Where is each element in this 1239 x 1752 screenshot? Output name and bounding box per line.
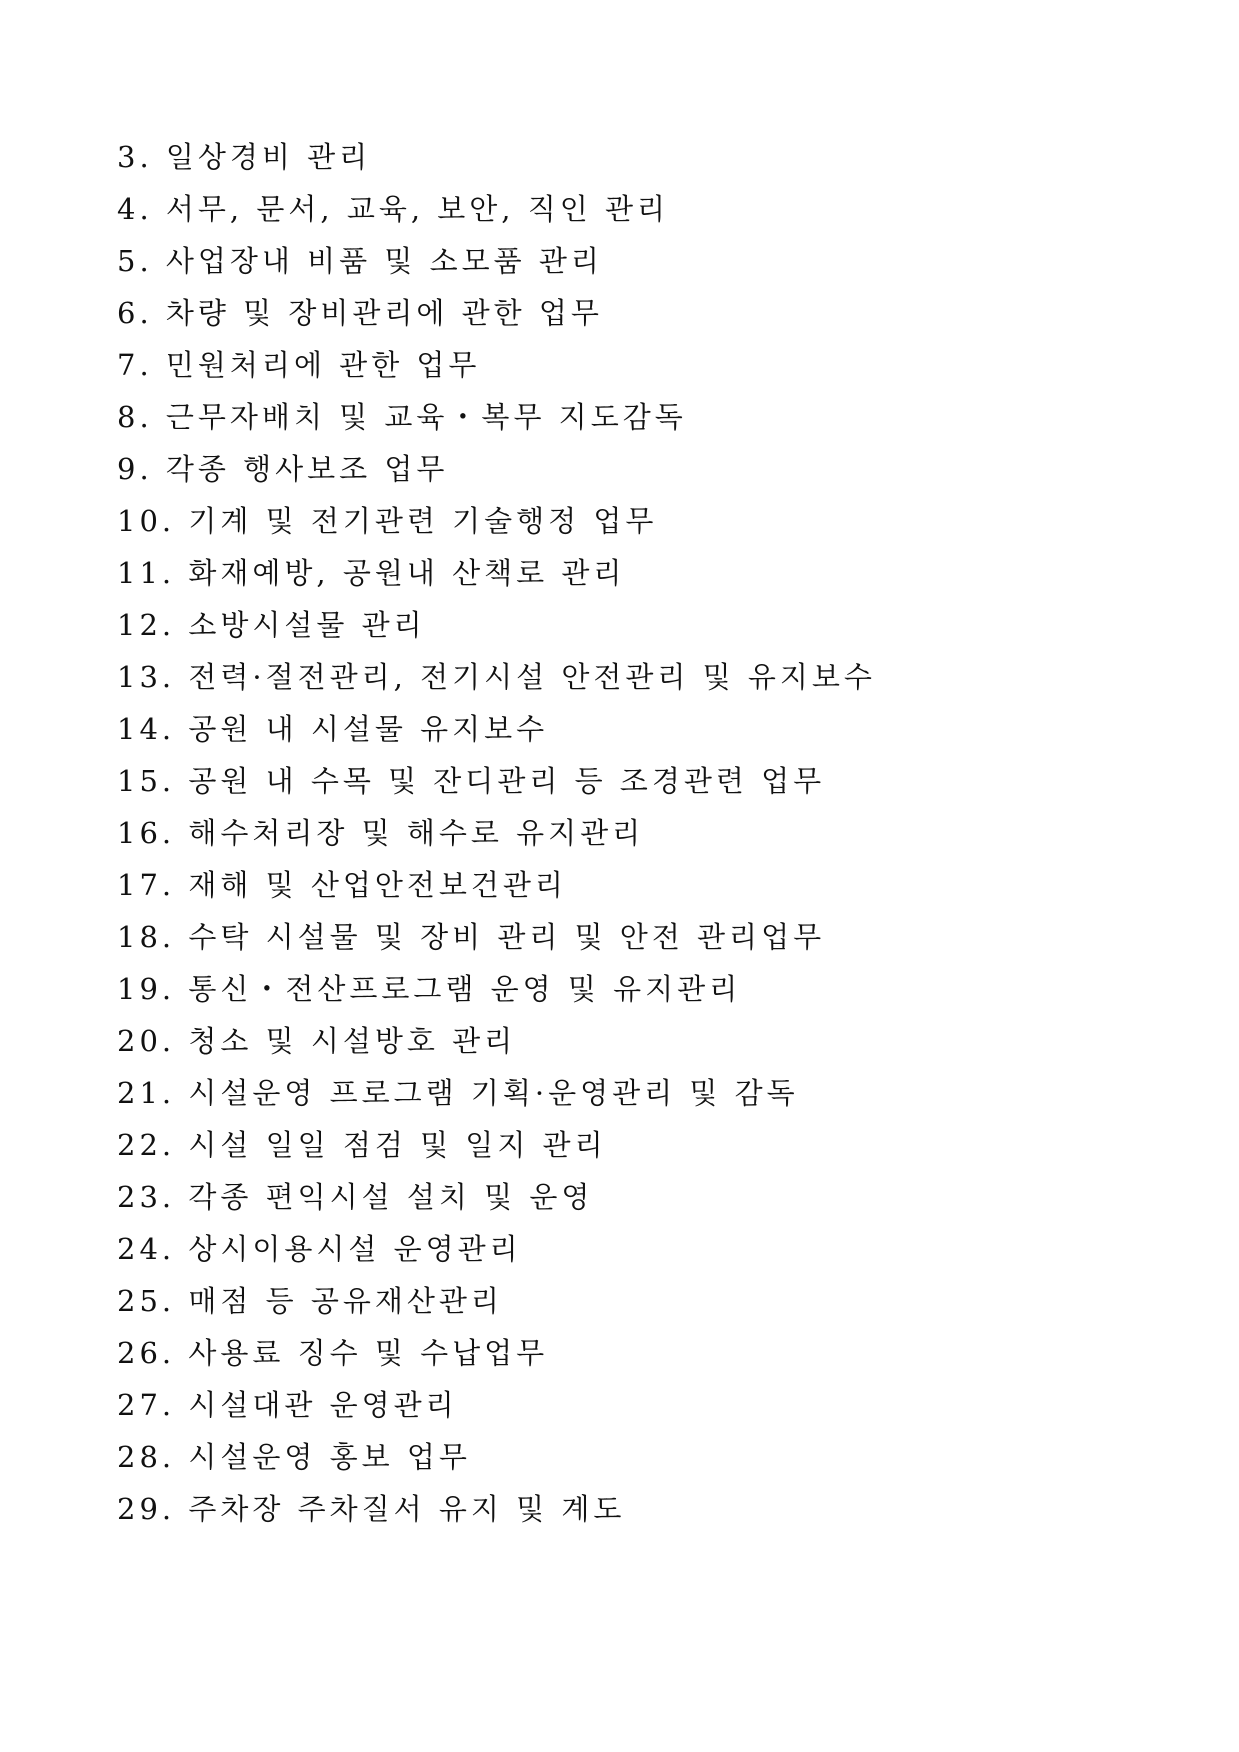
list-item: 6. 차량 및 장비관리에 관한 업무 [117,296,603,330]
list-item: 28. 시설운영 홍보 업무 [117,1440,471,1474]
list-item: 10. 기계 및 전기관련 기술행정 업무 [117,504,658,538]
duty-list [117,131,876,1535]
list-item: 21. 시설운영 프로그램 기획·운영관리 및 감독 [117,1076,799,1110]
list-item: 12. 소방시설물 관리 [117,608,426,642]
list-item: 17. 재해 및 산업안전보건관리 [117,868,567,902]
list-item: 8. 근무자배치 및 교육・복무 지도감독 [117,400,687,434]
list-item: 29. 주차장 주차질서 유지 및 계도 [117,1492,626,1526]
list-item: 7. 민원처리에 관한 업무 [117,348,481,382]
list-item: 27. 시설대관 운영관리 [117,1388,458,1422]
list-item: 24. 상시이용시설 운영관리 [117,1232,522,1266]
list-item: 5. 사업장내 비품 및 소모품 관리 [117,244,603,278]
list-item: 25. 매점 등 공유재산관리 [117,1284,503,1318]
list-item: 18. 수탁 시설물 및 장비 관리 및 안전 관리업무 [117,920,826,954]
list-item: 16. 해수처리장 및 해수로 유지관리 [117,816,645,850]
list-item: 11. 화재예방, 공원내 산책로 관리 [117,556,626,590]
list-item: 26. 사용료 징수 및 수납업무 [117,1336,549,1370]
list-item: 15. 공원 내 수목 및 잔디관리 등 조경관련 업무 [117,764,826,798]
list-item: 23. 각종 편익시설 설치 및 운영 [117,1180,594,1214]
list-item: 19. 통신・전산프로그램 운영 및 유지관리 [117,972,742,1006]
list-item: 9. 각종 행사보조 업무 [117,452,449,486]
list-item: 13. 전력·절전관리, 전기시설 안전관리 및 유지보수 [117,660,876,694]
list-item: 20. 청소 및 시설방호 관리 [117,1024,517,1058]
list-item: 14. 공원 내 시설물 유지보수 [117,712,549,746]
list-item: 3. 일상경비 관리 [117,140,372,174]
list-item: 22. 시설 일일 점검 및 일지 관리 [117,1128,607,1162]
list-item: 4. 서무, 문서, 교육, 보안, 직인 관리 [117,192,670,226]
